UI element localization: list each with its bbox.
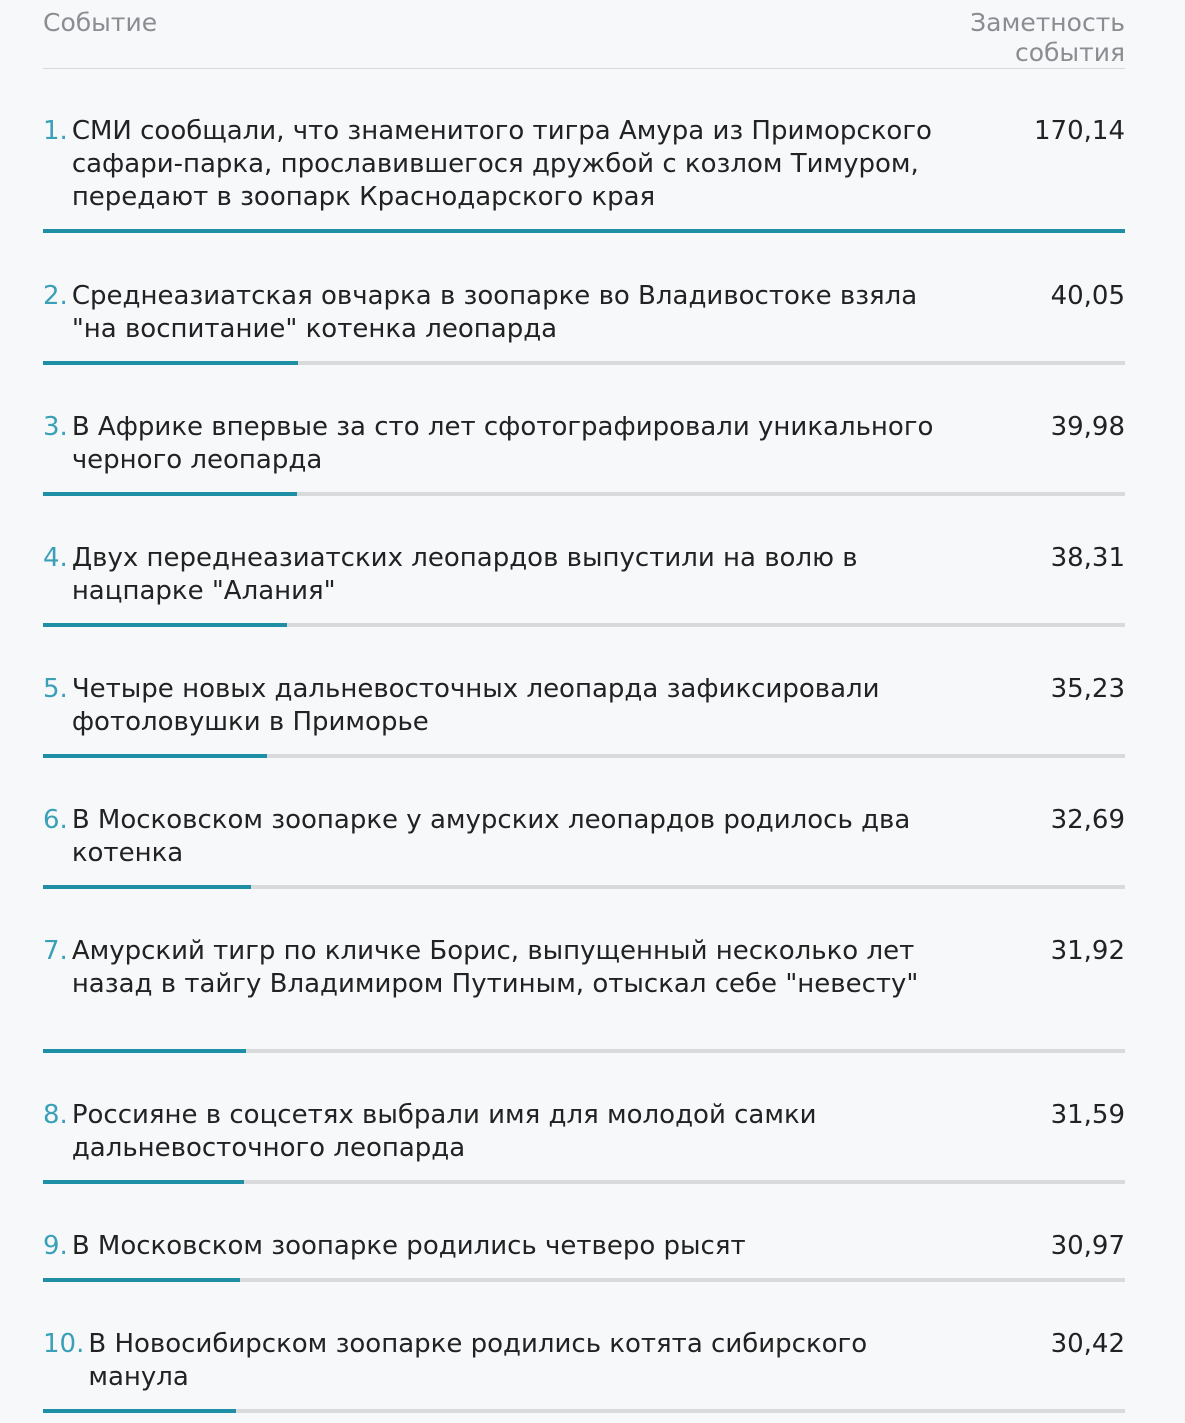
event-label: Россияне в соцсетях выбрали имя для молодой самки дальневосточного леопарда bbox=[71, 1100, 817, 1163]
value-label: 35,23 bbox=[1050, 674, 1125, 704]
value-label: 40,05 bbox=[1050, 281, 1125, 311]
value-label: 31,92 bbox=[1050, 936, 1125, 966]
bar-track bbox=[43, 754, 1125, 758]
rank-number: 4. bbox=[43, 543, 68, 573]
rank-number: 6. bbox=[43, 805, 68, 835]
bar-fill bbox=[43, 885, 251, 889]
event-label: В Африке впервые за сто лет сфотографировали уникального черного леопарда bbox=[71, 412, 934, 475]
event-label: В Московском зоопарке родились четверо рысят bbox=[71, 1231, 746, 1261]
row-text bbox=[43, 935, 943, 1001]
value-label: 31,59 bbox=[1050, 1100, 1125, 1130]
row-text bbox=[43, 1230, 943, 1263]
bar-track bbox=[43, 492, 1125, 496]
row-text bbox=[43, 804, 943, 870]
rank-number: 2. bbox=[43, 281, 68, 311]
bar-fill bbox=[43, 754, 267, 758]
rank-number: 9. bbox=[43, 1231, 68, 1261]
bar-track bbox=[43, 1049, 1125, 1053]
row-text bbox=[43, 411, 943, 477]
event-column-header: Событие bbox=[43, 8, 158, 37]
bar-track bbox=[43, 229, 1125, 233]
rank-number: 10. bbox=[43, 1329, 85, 1359]
value-label: 32,69 bbox=[1050, 805, 1125, 835]
rank-number: 8. bbox=[43, 1100, 68, 1130]
bar-fill bbox=[43, 623, 287, 627]
bar-fill bbox=[43, 1180, 244, 1184]
bar-fill bbox=[43, 229, 1125, 233]
table-header bbox=[43, 8, 1125, 69]
event-label: Амурский тигр по кличке Борис, выпущенный несколько лет назад в тайгу Владимиром Путиным, отыскал себе "невесту" bbox=[71, 936, 919, 999]
value-column-header: Заметность события bbox=[970, 8, 1125, 67]
bar-fill bbox=[43, 1409, 236, 1413]
rank-number: 7. bbox=[43, 936, 68, 966]
rank-number: 1. bbox=[43, 116, 68, 146]
event-label: В Московском зоопарке у амурских леопардов родилось два котенка bbox=[71, 805, 911, 868]
value-label: 170,14 bbox=[1034, 116, 1125, 146]
event-label: Двух переднеазиатских леопардов выпустили на волю в нацпарке "Алания" bbox=[71, 543, 858, 606]
event-label: Четыре новых дальневосточных леопарда зафиксировали фотоловушки в Приморье bbox=[71, 674, 880, 737]
rank-number: 5. bbox=[43, 674, 68, 704]
row-text bbox=[43, 1328, 943, 1394]
value-label: 30,97 bbox=[1050, 1231, 1125, 1261]
bar-track bbox=[43, 1409, 1125, 1413]
value-label: 39,98 bbox=[1050, 412, 1125, 442]
bar-fill bbox=[43, 361, 298, 365]
bar-track bbox=[43, 361, 1125, 365]
bar-track bbox=[43, 1278, 1125, 1282]
event-label: Среднеазиатская овчарка в зоопарке во Владивостоке взяла "на воспитание" котенка леопарда bbox=[71, 281, 918, 344]
event-label: СМИ сообщали, что знаменитого тигра Амура из Приморского сафари-парка, прославившегося дружбой с козлом Тимуром, передают в зоопарк Краснодарского края bbox=[71, 116, 932, 212]
bar-fill bbox=[43, 1278, 240, 1282]
bar-fill bbox=[43, 492, 297, 496]
row-text bbox=[43, 542, 943, 608]
row-text bbox=[43, 1099, 943, 1165]
bar-track bbox=[43, 623, 1125, 627]
row-text bbox=[43, 115, 943, 214]
bar-fill bbox=[43, 1049, 246, 1053]
value-label: 38,31 bbox=[1050, 543, 1125, 573]
row-text bbox=[43, 280, 943, 346]
rank-number: 3. bbox=[43, 412, 68, 442]
value-label: 30,42 bbox=[1050, 1329, 1125, 1359]
bar-track bbox=[43, 1180, 1125, 1184]
row-text bbox=[43, 673, 943, 739]
bar-track bbox=[43, 885, 1125, 889]
event-label: В Новосибирском зоопарке родились котята сибирского манула bbox=[88, 1329, 868, 1392]
